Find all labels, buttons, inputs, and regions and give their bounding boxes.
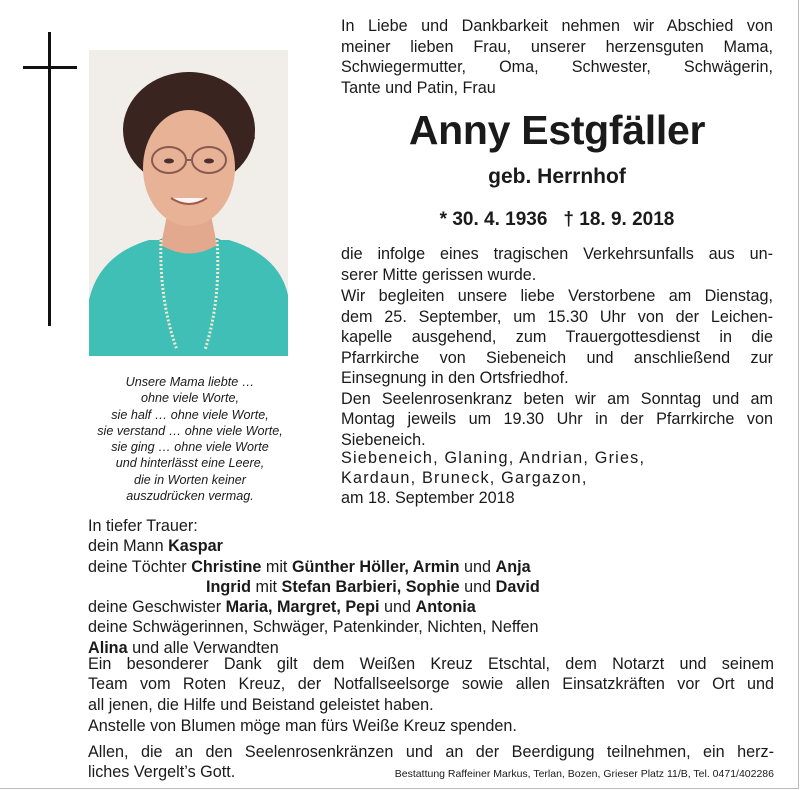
thanks-line: all jenen, die Hilfe und Beistand geleistet haben. [88, 695, 434, 714]
portrait-photo [89, 50, 288, 356]
notice-date: am 18. September 2018 [341, 489, 515, 507]
funeral-line: dem 25. September, um 15.30 Uhr von der Leichen- [341, 307, 773, 326]
places-line: Kardaun, Bruneck, Gargazon, [341, 469, 588, 487]
birth-name: geb. Herrnhof [488, 165, 626, 188]
flowers-text: Anstelle von Blumen möge man fürs Weiße Kreuz spenden. [88, 717, 517, 735]
funeral-line: Den Seelenrosenkranz beten wir am Sonntag und am [341, 389, 773, 408]
funeral-home-imprint: Bestattung Raffeiner Markus, Terlan, Bozen, Grieser Platz 11/B, Tel. 0471/402286 [394, 767, 774, 780]
poem-line: und hinterlässt eine Leere, [115, 456, 265, 471]
death-date: † 18. 9. 2018 [563, 209, 675, 230]
poem-line: die in Worten keiner [134, 472, 246, 487]
deceased-name: Anny Estgfäller [408, 107, 706, 153]
mourner-line-siblings: deine Geschwister Maria, Margret, Pepi und Antonia [88, 598, 476, 617]
funeral-text [341, 286, 773, 450]
poem-line: sie half … ohne viele Worte, [111, 407, 269, 422]
poem-line: Unsere Mama liebte … [125, 375, 255, 389]
poem-line: sie verstand … ohne viele Worte, [97, 423, 283, 438]
accident-line: die infolge eines tragischen Verkehrsunfalls aus un- [341, 245, 773, 263]
poem-line: sie ging … ohne viele Worte [111, 440, 269, 455]
accident-line: serer Mitte gerissen wurde. [341, 265, 537, 284]
poem-line: ohne viele Worte, [140, 391, 239, 406]
closing-text [88, 742, 774, 783]
thanks-line: Team vom Roten Kreuz, der Notfallseelsorge sowie allen Einsatzkräften vor Ort und [88, 675, 774, 694]
funeral-line: Siebeneich. [341, 430, 426, 449]
intro-line: In Liebe und Dankbarkeit nehmen wir Abschied von [341, 17, 773, 35]
intro-line: Tante und Patin, Frau [341, 78, 496, 97]
mourners-heading: In tiefer Trauer: [88, 517, 198, 535]
funeral-line: Montag jeweils um 19.30 Uhr in der Pfarrkirche von [341, 410, 773, 428]
poem-line: auszudrücken vermag. [126, 489, 254, 504]
mourners-list [88, 516, 778, 658]
funeral-line: Wir begleiten unsere liebe Verstorbene am Dienstag, [341, 287, 773, 305]
poem [88, 374, 292, 504]
closing-line: liches Vergelt’s Gott. [88, 763, 236, 782]
mourner-line-daughters: deine Töchter Christine mit Günther Höller, Armin und Anja [88, 557, 531, 576]
life-dates [341, 208, 773, 232]
intro-text [341, 16, 773, 98]
mourner-line-inlaws: deine Schwägerinnen, Schwäger, Patenkinder, Nichten, Neffen [88, 618, 539, 637]
thanks-line: Ein besonderer Dank gilt dem Weißen Kreuz Etschtal, dem Notarzt und seinem [88, 655, 774, 673]
birth-date: * 30. 4. 1936 [439, 209, 548, 230]
funeral-line: Pfarrkirche von Siebeneich und anschließend zur [341, 348, 773, 367]
funeral-line: Einsegnung in den Ortsfriedhof. [341, 369, 569, 387]
places [341, 448, 773, 508]
intro-line: Schwiegermutter, Oma, Schwester, Schwägerin, [341, 58, 773, 76]
mourner-line-husband: dein Mann Kaspar [88, 537, 223, 556]
mourner-line-daughters-2: Ingrid mit Stefan Barbieri, Sophie und David [206, 577, 540, 596]
thanks-text [88, 654, 774, 715]
intro-line: meiner lieben Frau, unserer herzensguten Mama, [341, 37, 773, 56]
places-line: Siebeneich, Glaning, Andrian, Gries, [341, 449, 646, 467]
accident-text [341, 244, 773, 285]
mourner-line-alina: Alina und alle Verwandten [88, 638, 279, 657]
funeral-line: kapelle ausgehend, zum Trauergottesdienst in die [341, 328, 773, 346]
closing-line: Allen, die an den Seelenrosenkränzen und an der Beerdigung teilnehmen, ein herz- [88, 743, 774, 761]
